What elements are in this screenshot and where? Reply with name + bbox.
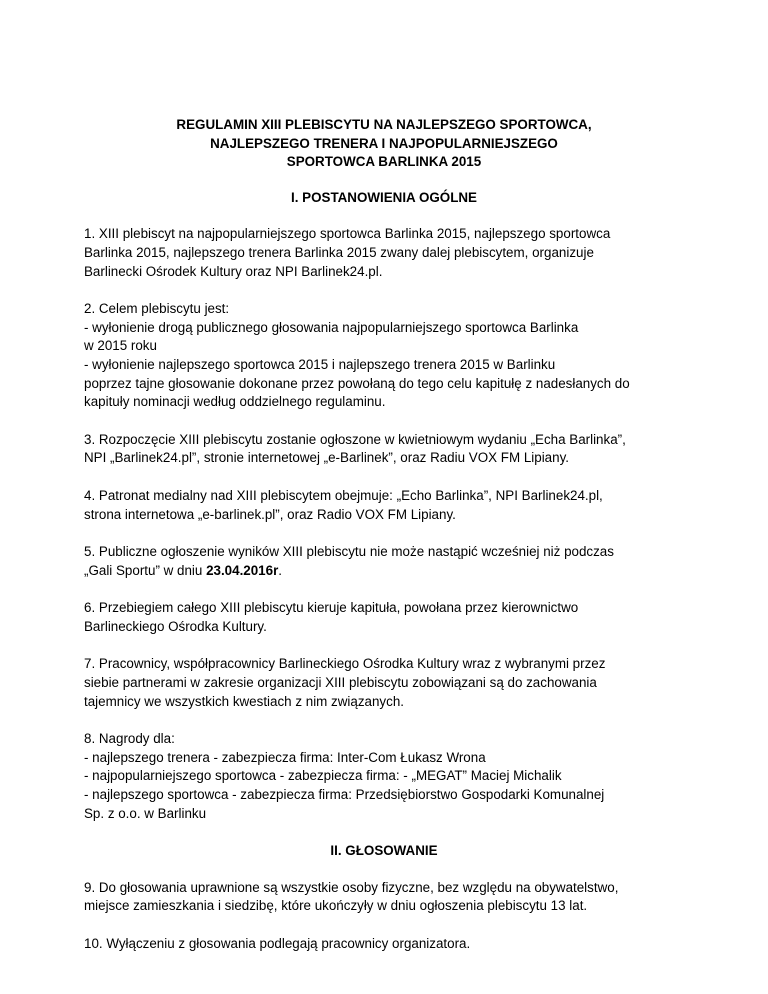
- title-line: REGULAMIN XIII PLEBISCYTU NA NAJLEPSZEGO SPORTOWCA,: [176, 117, 592, 132]
- text-line: tajemnicy we wszystkich kwestiach z nim związanych.: [84, 693, 404, 709]
- text-line: - wyłonienie drogą publicznego głosowania najpopularniejszego sportowca Barlinka: [84, 319, 579, 335]
- text-line: - najlepszego trenera - zabezpiecza firma: Inter-Com Łukasz Wrona: [84, 749, 486, 765]
- title-line: SPORTOWCA BARLINKA 2015: [286, 154, 482, 170]
- text-line: w 2015 roku: [84, 338, 157, 354]
- text-line: 2. Celem plebiscytu jest:: [84, 301, 230, 317]
- paragraph-3: [84, 431, 684, 468]
- text-line: NPI „Barlinek24.pl”, stronie internetowej „e-Barlinek”, oraz Radiu VOX FM Lipiany.: [84, 450, 569, 466]
- text-line: 5. Publiczne ogłoszenie wyników XIII plebiscytu nie może nastąpić wcześniej niż podczas: [84, 544, 614, 560]
- text-line: - wyłonienie najlepszego sportowca 2015 i najlepszego trenera 2015 w Barlinku: [84, 356, 556, 372]
- gala-text: „Gali Sportu” w dniu: [84, 562, 207, 578]
- text-line: 9. Do głosowania uprawnione są wszystkie osoby fizyczne, bez względu na obywatelstwo,: [84, 879, 619, 895]
- section-heading-general: I. POSTANOWIENIA OGÓLNE: [291, 189, 477, 205]
- paragraph-1: [84, 225, 684, 281]
- text-line: Barlinecki Ośrodek Kultury oraz NPI Barlinek24.pl.: [84, 263, 383, 279]
- paragraph-4: [84, 487, 684, 524]
- text-line: strona internetowa „e-barlinek.pl”, oraz Radio VOX FM Lipiany.: [84, 506, 456, 522]
- text-line: [84, 562, 684, 581]
- paragraph-7: [84, 655, 684, 711]
- text-line: miejsce zamieszkania i siedzibę, które ukończyły w dniu ogłoszenia plebiscytu 13 lat.: [84, 898, 588, 914]
- text-line: - najlepszego sportowca - zabezpiecza firma: Przedsiębiorstwo Gospodarki Komunalnej: [84, 787, 605, 803]
- text-line: Sp. z o.o. w Barlinku: [84, 805, 207, 821]
- section-heading-voting: II. GŁOSOWANIE: [330, 843, 438, 859]
- paragraph-10: [84, 935, 684, 954]
- text-line: - najpopularniejszego sportowca - zabezpiecza firma: - „MEGAT” Maciej Michalik: [84, 768, 562, 784]
- text-line: Barlineckiego Ośrodka Kultury.: [84, 618, 267, 634]
- gala-date: 23.04.2016r: [206, 562, 279, 578]
- document-title: [84, 116, 684, 172]
- title-line: NAJLEPSZEGO TRENERA I NAJPOPULARNIEJSZEGO: [210, 135, 558, 151]
- text-line: poprzez tajne głosowanie dokonane przez powołaną do tego celu kapitułę z nadesłanych do: [84, 375, 630, 391]
- text-line: 8. Nagrody dla:: [84, 731, 175, 747]
- text-line: 3. Rozpoczęcie XIII plebiscytu zostanie ogłoszone w kwietniowym wydaniu „Echa Barlinka”,: [84, 431, 626, 447]
- paragraph-9: [84, 879, 684, 916]
- gala-text-end: .: [278, 562, 283, 578]
- text-line: 7. Pracownicy, współpracownicy Barlineckiego Ośrodka Kultury wraz z wybranymi przez: [84, 656, 606, 672]
- text-line: siebie partnerami w zakresie organizacji XIII plebiscytu zobowiązani są do zachowania: [84, 675, 597, 691]
- paragraph-5: [84, 543, 684, 580]
- text-line: 4. Patronat medialny nad XIII plebiscytem obejmuje: „Echo Barlinka”, NPI Barlinek24.pl,: [84, 487, 603, 503]
- text-line: Barlinka 2015, najlepszego trenera Barlinka 2015 zwany dalej plebiscytem, organizuje: [84, 244, 594, 260]
- paragraph-2: [84, 300, 684, 412]
- paragraph-8: [84, 730, 684, 823]
- text-line: kapituły nominacji według oddzielnego regulaminu.: [84, 394, 386, 410]
- text-line: 6. Przebiegiem całego XIII plebiscytu kieruje kapituła, powołana przez kierownictwo: [84, 600, 579, 616]
- text-line: 10. Wyłączeniu z głosowania podlegają pracownicy organizatora.: [84, 936, 471, 951]
- paragraph-6: [84, 599, 684, 636]
- text-line: 1. XIII plebiscyt na najpopularniejszego sportowca Barlinka 2015, najlepszego sportowca: [84, 226, 611, 242]
